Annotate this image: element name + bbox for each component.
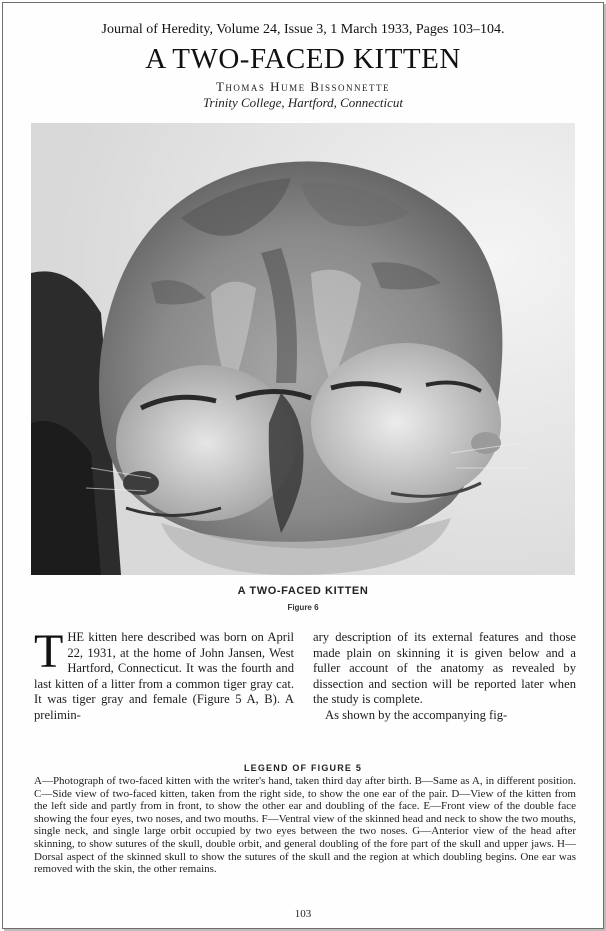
page-number: 103 xyxy=(294,908,312,920)
journal-page xyxy=(2,2,604,929)
figure-number: Figure 6 xyxy=(287,603,319,612)
body-right-text: ary description of its external features and those made plain on skinning it is given below and a fuller account of the anatomy as revealed by dissection and section will be reported later when the study is complete. xyxy=(313,630,576,707)
author-affiliation: Trinity College, Hartford, Connecticut xyxy=(203,95,403,110)
article-title: A TWO-FACED KITTEN xyxy=(145,43,461,75)
citation: Journal of Heredity, Volume 24, Issue 3, 1 March 1933, Pages 103–104. xyxy=(101,22,505,37)
body-right-text-2: As shown by the accompanying fig- xyxy=(325,707,508,722)
author-name: Thomas Hume Bissonnette xyxy=(215,79,390,94)
body-left-column xyxy=(34,625,294,724)
kitten-photo xyxy=(31,123,575,575)
figure-caption: A TWO-FACED KITTEN xyxy=(237,585,369,597)
legend-text: A—Photograph of two-faced kitten with the writer's hand, taken third day after birth. B—Same as A, in different position. C—Side view of two-faced kitten, taken from the right side, to show the one ear of the pair. D—View of the kitten from the left side and partly from in front, to show the other ear and doubling of the face. E—Front view of the double face showing the four eyes, two noses, and two mouths. F—Ventral view of the skinned head and neck to show the two mouths, single neck, and single large orbit occupied by two eyes between the two noses. G—Anterior view of the head after skinning, to show sutures of the skull, double orbit, and general doubling of the fore part of the skull and upper jaws. H—Dorsal aspect of the skinned skull to show the sutures of the skull and the region at which doubling begins. One ear was removed with the skin, the other remains. xyxy=(34,775,576,876)
body-right-column xyxy=(313,630,576,724)
drop-cap: T xyxy=(34,625,64,678)
legend-heading: LEGEND OF FIGURE 5 xyxy=(243,763,363,773)
body-left-text: HE kitten here described was born on April 22, 1931, at the home of John Jansen, West Hartford, Connecticut. It was the fourth and last kitten of a litter from a common tiger gray cat. It was tiger gray and female (Figure 5 A, B). A prelimin- xyxy=(34,630,294,722)
